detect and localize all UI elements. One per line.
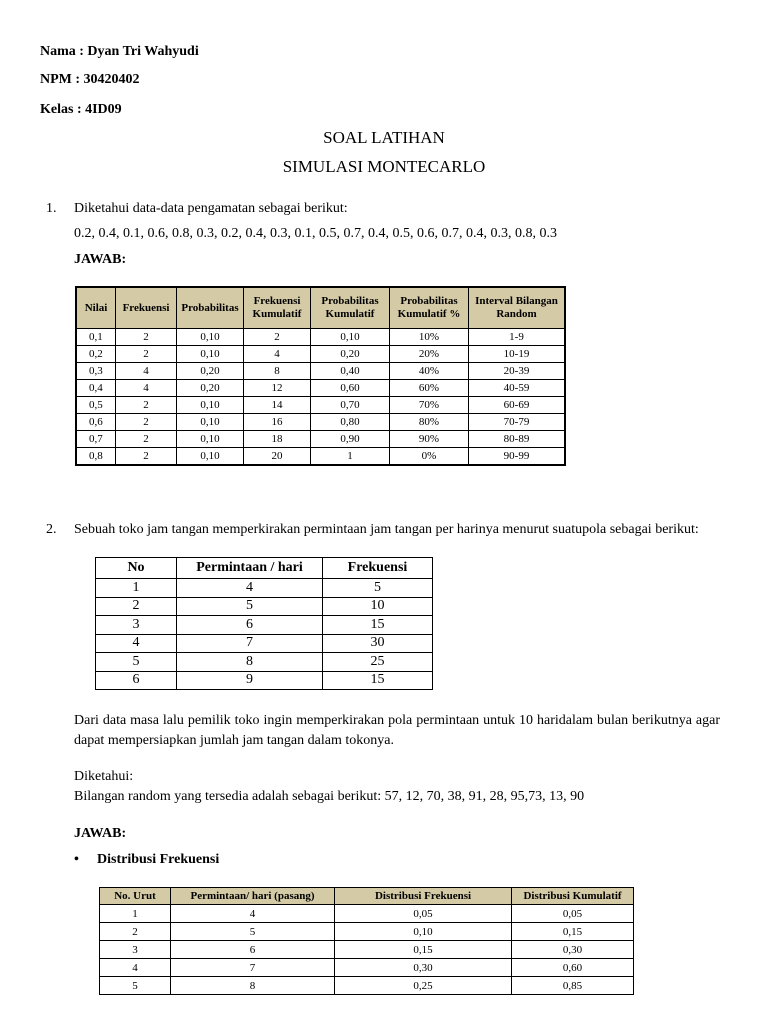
table-cell: 3 — [96, 616, 177, 635]
student-name: Nama : Dyan Tri Wahyudi — [40, 44, 199, 59]
table-cell: 0,80 — [311, 414, 390, 431]
q2-text: Sebuah toko jam tangan memperkirakan permintaan jam tangan per harinya menurut suatupola sebagai berikut: — [74, 522, 699, 537]
q2-th-permintaan: Permintaan / hari — [177, 558, 323, 579]
table-cell: 8 — [171, 977, 335, 995]
table-row — [76, 431, 565, 448]
table-cell: 2 — [116, 346, 177, 363]
table-cell: 0,4 — [76, 380, 116, 397]
student-class: Kelas : 4ID09 — [40, 102, 122, 117]
table-cell: 2 — [116, 414, 177, 431]
table-row — [76, 329, 565, 346]
q2-bullet-distribusi: Distribusi Frekuensi — [97, 852, 220, 867]
table-cell: 0,15 — [512, 923, 634, 941]
table-row — [96, 671, 433, 690]
table-cell: 8 — [244, 363, 311, 380]
table-cell: 10 — [323, 597, 433, 616]
table-cell: 5 — [177, 597, 323, 616]
table-cell: 0,40 — [311, 363, 390, 380]
table-cell: 1 — [96, 579, 177, 598]
q1-text: Diketahui data-data pengamatan sebagai berikut: — [74, 201, 348, 216]
q2-number: 2. — [46, 522, 57, 537]
table-row — [76, 363, 565, 380]
q1-th-prob-kumulatif-pct: Probabilitas Kumulatif % — [390, 287, 469, 329]
table-row — [100, 977, 634, 995]
bullet-icon: • — [74, 852, 79, 867]
q1-th-prob-kumulatif: Probabilitas Kumulatif — [311, 287, 390, 329]
table-cell: 4 — [177, 579, 323, 598]
table-cell: 80% — [390, 414, 469, 431]
table-cell: 6 — [171, 941, 335, 959]
table-cell: 0,70 — [311, 397, 390, 414]
q2-random-numbers: Bilangan random yang tersedia adalah sebagai berikut: 57, 12, 70, 38, 91, 28, 95,73, 13, 90 — [74, 789, 585, 804]
q2t2-th-distribusi-kumulatif: Distribusi Kumulatif — [512, 888, 634, 905]
table-cell: 1 — [311, 448, 390, 466]
table-cell: 7 — [177, 634, 323, 653]
table-row — [76, 346, 565, 363]
q2-paragraph: Dari data masa lalu pemilik toko ingin memperkirakan pola permintaan untuk 10 haridalam bulan berikutnya agar dapat mempersiapkan jumlah jam tangan dalam tokonya. — [74, 713, 720, 748]
table-cell: 0,20 — [311, 346, 390, 363]
table-cell: 0,15 — [335, 941, 512, 959]
q2-th-frekuensi: Frekuensi — [323, 558, 433, 579]
table-cell: 0,90 — [311, 431, 390, 448]
table-cell: 7 — [171, 959, 335, 977]
table-cell: 4 — [96, 634, 177, 653]
table-cell: 20% — [390, 346, 469, 363]
table-cell: 20-39 — [469, 363, 566, 380]
table-cell: 2 — [244, 329, 311, 346]
table-cell: 3 — [100, 941, 171, 959]
table-cell: 12 — [244, 380, 311, 397]
table-cell: 4 — [100, 959, 171, 977]
table-cell: 0,60 — [311, 380, 390, 397]
table-cell: 4 — [116, 380, 177, 397]
q2t2-th-permintaan: Permintaan/ hari (pasang) — [171, 888, 335, 905]
q1-th-frekuensi: Frekuensi — [116, 287, 177, 329]
table-cell: 5 — [171, 923, 335, 941]
table-cell: 14 — [244, 397, 311, 414]
table-row — [100, 959, 634, 977]
q2t2-th-no-urut: No. Urut — [100, 888, 171, 905]
table-cell: 0,10 — [177, 431, 244, 448]
table-cell: 0,3 — [76, 363, 116, 380]
table-cell: 16 — [244, 414, 311, 431]
table-cell: 0,6 — [76, 414, 116, 431]
table-row — [96, 653, 433, 672]
page-subtitle: SIMULASI MONTECARLO — [282, 157, 486, 176]
table-cell: 2 — [116, 431, 177, 448]
table-row — [76, 448, 565, 466]
table-cell: 0% — [390, 448, 469, 466]
table-cell: 0,60 — [512, 959, 634, 977]
table-row — [96, 616, 433, 635]
table-cell: 5 — [96, 653, 177, 672]
table-cell: 8 — [177, 653, 323, 672]
table-cell: 6 — [96, 671, 177, 690]
table-cell: 0,10 — [177, 448, 244, 466]
q2-jawab: JAWAB: — [74, 826, 127, 841]
q1-th-probabilitas: Probabilitas — [177, 287, 244, 329]
table-cell: 5 — [100, 977, 171, 995]
table-cell: 2 — [116, 329, 177, 346]
table-cell: 2 — [116, 448, 177, 466]
q2-th-no: No — [96, 558, 177, 579]
q1-th-interval: Interval Bilangan Random — [469, 287, 566, 329]
table-cell: 2 — [116, 397, 177, 414]
table-cell: 20 — [244, 448, 311, 466]
table-cell: 1 — [100, 905, 171, 923]
table-row — [76, 397, 565, 414]
table-cell: 0,10 — [311, 329, 390, 346]
student-npm: NPM : 30420402 — [40, 72, 140, 87]
table-cell: 4 — [116, 363, 177, 380]
table-cell: 0,30 — [512, 941, 634, 959]
q2-diketahui: Diketahui: — [74, 769, 134, 784]
q1-data: 0.2, 0.4, 0.1, 0.6, 0.8, 0.3, 0.2, 0.4, 0.3, 0.1, 0.5, 0.7, 0.4, 0.5, 0.6, 0.7, 0.4, 0.3, 0.8, 0.3 — [74, 226, 557, 241]
table-cell: 4 — [171, 905, 335, 923]
table-cell: 0,85 — [512, 977, 634, 995]
table-cell: 0,10 — [177, 414, 244, 431]
table-cell: 0,2 — [76, 346, 116, 363]
table-cell: 0,10 — [177, 329, 244, 346]
table-cell: 2 — [96, 597, 177, 616]
table-row — [100, 941, 634, 959]
q1-jawab: JAWAB: — [74, 252, 127, 267]
table-cell: 0,10 — [177, 346, 244, 363]
table-cell: 9 — [177, 671, 323, 690]
table-cell: 18 — [244, 431, 311, 448]
table-cell: 0,5 — [76, 397, 116, 414]
table-cell: 30 — [323, 634, 433, 653]
q2t2-th-distribusi-frekuensi: Distribusi Frekuensi — [335, 888, 512, 905]
table-cell: 80-89 — [469, 431, 566, 448]
table-cell: 60-69 — [469, 397, 566, 414]
table-row — [96, 634, 433, 653]
q2-distribution-table — [99, 887, 634, 995]
table-cell: 40-59 — [469, 380, 566, 397]
table-cell: 90% — [390, 431, 469, 448]
q1-th-nilai: Nilai — [76, 287, 116, 329]
table-cell: 0,10 — [335, 923, 512, 941]
table-cell: 15 — [323, 616, 433, 635]
table-cell: 0,30 — [335, 959, 512, 977]
table-cell: 0,20 — [177, 363, 244, 380]
table-cell: 25 — [323, 653, 433, 672]
table-cell: 0,05 — [512, 905, 634, 923]
q1-th-frek-kumulatif: Frekuensi Kumulatif — [244, 287, 311, 329]
table-cell: 10-19 — [469, 346, 566, 363]
table-cell: 70-79 — [469, 414, 566, 431]
table-row — [100, 905, 634, 923]
table-cell: 6 — [177, 616, 323, 635]
table-cell: 0,10 — [177, 397, 244, 414]
page-title: SOAL LATIHAN — [323, 128, 445, 147]
table-row — [96, 579, 433, 598]
table-cell: 0,25 — [335, 977, 512, 995]
q1-table — [75, 286, 566, 466]
table-cell: 0,8 — [76, 448, 116, 466]
table-cell: 90-99 — [469, 448, 566, 466]
table-cell: 1-9 — [469, 329, 566, 346]
table-cell: 40% — [390, 363, 469, 380]
table-row — [76, 380, 565, 397]
table-cell: 10% — [390, 329, 469, 346]
table-cell: 0,05 — [335, 905, 512, 923]
table-cell: 0,7 — [76, 431, 116, 448]
table-row — [76, 414, 565, 431]
table-row — [100, 923, 634, 941]
table-cell: 60% — [390, 380, 469, 397]
table-row — [96, 597, 433, 616]
table-cell: 15 — [323, 671, 433, 690]
q2-table — [95, 557, 433, 690]
table-cell: 5 — [323, 579, 433, 598]
table-cell: 0,1 — [76, 329, 116, 346]
q1-number: 1. — [46, 201, 57, 216]
table-cell: 0,20 — [177, 380, 244, 397]
table-cell: 2 — [100, 923, 171, 941]
table-cell: 4 — [244, 346, 311, 363]
table-cell: 70% — [390, 397, 469, 414]
